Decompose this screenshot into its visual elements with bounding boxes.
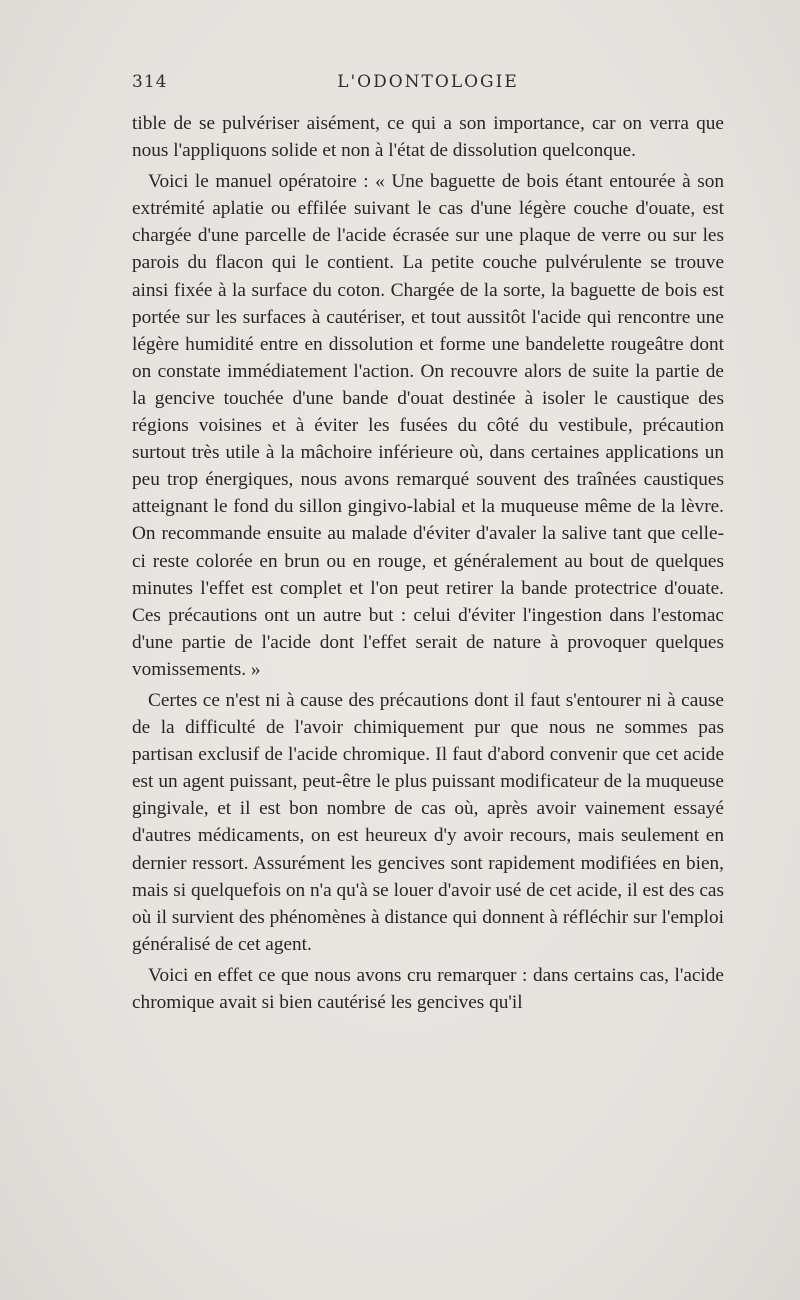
paragraph: Voici le manuel opératoire : « Une baguette de bois étant entourée à son extrémité aplatie ou effilée suivant le cas d'une légère couche d'ouate, est chargée d'une parcelle de l'acide écrasée sur une plaque de verre ou sur les parois du flacon qui le contient. La petite couche pulvérulente se trouve ainsi fixée à la surface du coton. Chargée de la sorte, la baguette de bois est portée sur les surfaces à cautériser, et tout aussitôt l'acide qui rencontre une légère humidité entre en dissolution et forme une bandelette rougeâtre dont on constate immédiatement l'action. On recouvre alors de suite la partie de la gencive touchée d'une bande d'ouat destinée à isoler le caustique des régions voisines et à éviter les fusées du côté du vestibule, précaution surtout très utile à la mâchoire inférieure où, dans certaines applications un peu trop énergiques, nous avons remarqué souvent des traînées caustiques atteignant le fond du sillon gingivo-labial et la muqueuse même de la lèvre. On recommande ensuite au malade d'éviter d'avaler la salive tant que celle-ci reste colorée en brun ou en rouge, et généralement au bout de quelques minutes l'effet est complet et l'on peut retirer la bande protectrice d'ouate. Ces précautions ont un autre but : celui d'éviter l'ingestion dans l'estomac d'une partie de l'acide dont l'effet serait de nature à provoquer quelques vomissements. » bbox=[132, 171, 724, 680]
paragraph: Certes ce n'est ni à cause des précautions dont il faut s'entourer ni à cause de la difficulté de l'avoir chimiquement pur que nous ne sommes pas partisan exclusif de l'acide chromique. Il faut d'abord convenir que cet acide est un agent puissant, peut-être le plus puissant modificateur de la muqueuse gingivale, et il est bon nombre de cas où, après avoir vainement essayé d'autres médicaments, on est heureux d'y avoir recours, mais seulement en dernier ressort. Assurément les gencives sont rapidement modifiées en bien, mais si quelquefois on n'a qu'à se louer d'avoir usé de cet acide, il est des cas où il survient des phénomènes à distance qui donnent à réfléchir sur l'emploi généralisé de cet agent. bbox=[132, 689, 724, 955]
body-text bbox=[132, 110, 724, 1016]
paragraph: tible de se pulvériser aisément, ce qui a son importance, car on verra que nous l'appliquons solide et non à l'état de dissolution quelconque. bbox=[132, 113, 724, 162]
paragraph: Voici en effet ce que nous avons cru remarquer : dans certains cas, l'acide chromique avait si bien cautérisé les gencives qu'il bbox=[132, 964, 724, 1013]
page-header bbox=[132, 72, 724, 96]
running-title: L'ODONTOLOGIE bbox=[337, 72, 519, 92]
page-number: 314 bbox=[132, 72, 168, 92]
